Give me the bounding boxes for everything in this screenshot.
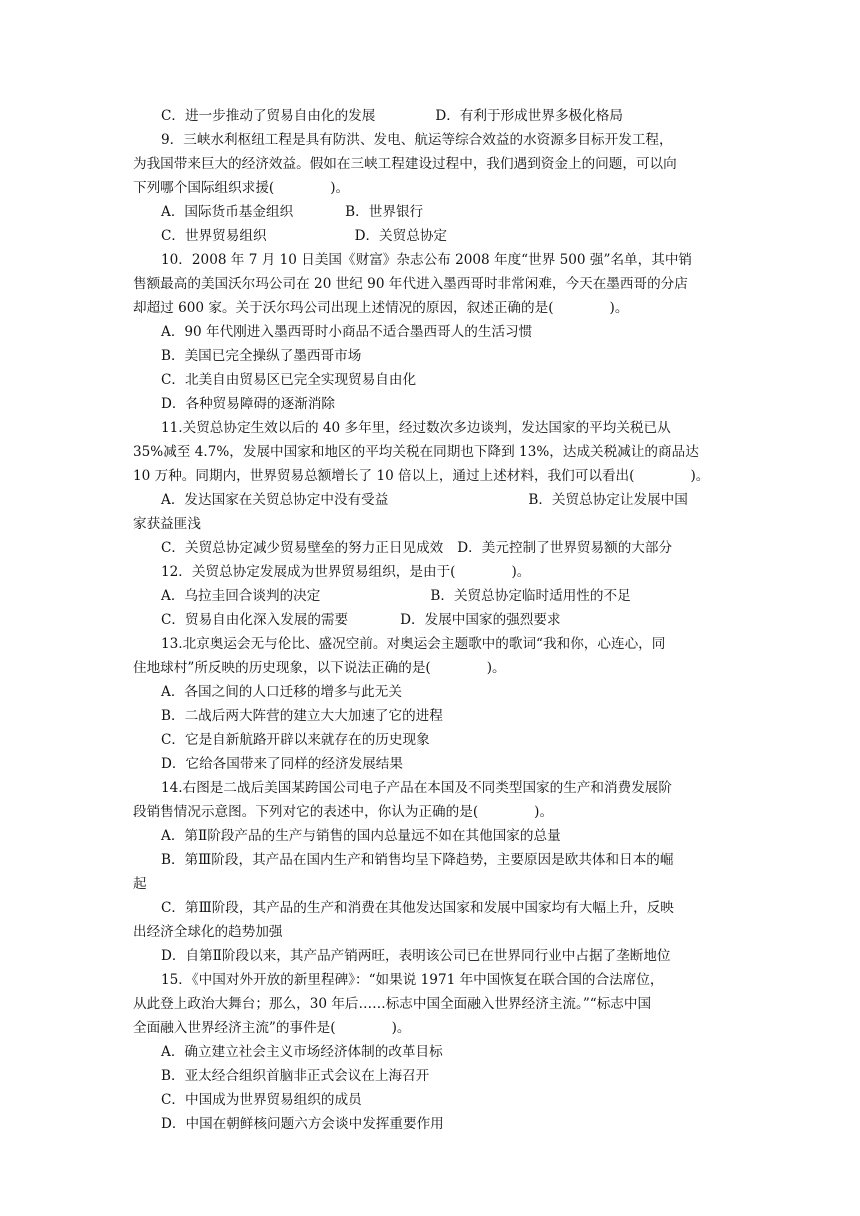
option-c: C．进一步推动了贸易自由化的发展 (161, 108, 376, 124)
option-b: B．美国已完全操纵了墨西哥市场 (161, 348, 362, 364)
option-c: C．北美自由贸易区已完全实现贸易自由化 (161, 372, 417, 388)
question-9-line3 (133, 176, 349, 200)
option-c: C．中国成为世界贸易组织的成员 (161, 1092, 362, 1108)
question-15-line2: 从此登上政治大舞台；那么，30 年后……标志中国全面融入世界经济主流。”“标志中国 (133, 996, 652, 1012)
question-11-line1: 11.关贸总协定生效以后的 40 多年里，经过数次多边谈判，发达国家的平均关税已从 (161, 420, 671, 436)
option-a: A．确立建立社会主义市场经济体制的改革目标 (161, 1044, 443, 1060)
option-d: D．关贸总协定 (354, 228, 448, 244)
option-b: B．亚太经合组织首脑非正式会议在上海召开 (161, 1068, 430, 1084)
question-11-line3 (133, 464, 709, 488)
option-c: C．世界贸易组织 (161, 228, 267, 244)
option-a: A．第Ⅱ阶段产品的生产与销售的国内总量远不如在其他国家的总量 (161, 828, 561, 844)
question-10-text: 却超过 600 家。关于沃尔玛公司出现上述情况的原因，叙述正确的是( (133, 300, 554, 316)
option-b: B．第Ⅲ阶段，其产品在国内生产和销售均呈下降趋势，主要原因是欧共体和日本的崛 (161, 852, 674, 868)
option-b-cont: 起 (133, 876, 147, 892)
option-a: A．90 年代刚进入墨西哥时小商品不适合墨西哥人的生活习惯 (161, 324, 533, 340)
question-13-line1: 13.北京奥运会无与伦比、盛况空前。对奥运会主题歌中的歌词“我和你，心连心，同 (161, 636, 666, 652)
option-a: A．各国之间的人口迁移的增多与此无关 (161, 684, 402, 700)
question-14-text: 段销售情况示意图。下列对它的表述中，你认为正确的是( (133, 804, 479, 820)
option-d: D．各种贸易障碍的逐渐消除 (161, 396, 336, 412)
option-c: C．关贸总协定减少贸易壁垒的努力正日见成效 (161, 540, 444, 556)
question-14-line1: 14.右图是二战后美国某跨国公司电子产品在本国及不同类型国家的生产和消费发展阶 (161, 780, 672, 796)
question-9-line2: 为我国带来巨大的经济效益。假如在三峡工程建设过程中，我们遇到资金上的问题，可以向 (133, 156, 677, 172)
option-b: B．二战后两大阵营的建立大大加速了它的进程 (161, 708, 443, 724)
option-c: C．贸易自由化深入发展的需要 (161, 612, 349, 628)
option-d: D．美元控制了世界贸易额的大部分 (457, 540, 673, 556)
question-12-text: 12．关贸总协定发展成为世界贸易组织，是由于( (161, 564, 456, 580)
option-line (161, 608, 561, 632)
option-line (161, 488, 688, 512)
option-d: D．发展中国家的强烈要求 (400, 612, 561, 628)
option-d: D．它给各国带来了同样的经济发展结果 (161, 756, 403, 772)
option-line (161, 224, 447, 248)
question-9-text: 下列哪个国际组织求援( (133, 180, 275, 196)
option-d: D．有利于形成世界多极化格局 (435, 108, 623, 124)
question-14-line2 (133, 800, 553, 824)
question-15-line1: 15．《中国对外开放的新里程碑》：“如果说 1971 年中国恢复在联合国的合法席位， (161, 972, 664, 988)
question-13-end: )。 (486, 660, 506, 676)
option-a: A．乌拉圭回合谈判的决定 (161, 588, 321, 604)
option-d: D．中国在朝鲜核问题六方会谈中发挥重要作用 (161, 1116, 444, 1132)
question-15-line3 (133, 1016, 410, 1040)
option-line (161, 200, 423, 224)
question-9-end: )。 (330, 180, 350, 196)
question-12-line1 (161, 560, 530, 584)
option-b: B．关贸总协定让发展中国 (528, 492, 688, 508)
question-12-end: )。 (511, 564, 531, 580)
question-11-line2: 35%减至 4.7%，发展中国家和地区的平均关税在同期也下降到 13%，达成关税减让的商品达 (133, 444, 699, 460)
question-13-text: 住地球村”所反映的历史现象，以下说法正确的是( (133, 660, 431, 676)
question-15-text: 全面融入世界经济主流”的事件是( (133, 1020, 336, 1036)
option-line (161, 536, 672, 560)
question-10-end: )。 (609, 300, 629, 316)
option-line (161, 104, 623, 128)
question-15-end: )。 (391, 1020, 411, 1036)
question-10-line3 (133, 296, 628, 320)
option-b-cont: 家获益匪浅 (133, 516, 201, 532)
question-9-line1: 9．三峡水利枢纽工程是具有防洪、发电、航运等综合效益的水资源多目标开发工程， (161, 132, 673, 148)
option-b: B．关贸总协定临时适用性的不足 (430, 588, 631, 604)
option-c-cont: 出经济全球化的趋势加强 (133, 924, 283, 940)
question-11-text: 10 万种。同期内，世界贸易总额增长了 10 倍以上，通过上述材料，我们可以看出( (133, 468, 635, 484)
option-line (161, 584, 631, 608)
option-c: C．它是自新航路开辟以来就存在的历史现象 (161, 732, 430, 748)
question-11-end: )。 (690, 468, 710, 484)
option-a: A．发达国家在关贸总协定中没有受益 (161, 492, 389, 508)
option-c: C．第Ⅲ阶段，其产品的生产和消费在其他发达国家和发展中国家均有大幅上升，反映 (161, 900, 674, 916)
question-10-line1: 10．2008 年 7 月 10 日美国《财富》杂志公布 2008 年度“世界 500 强”名单，其中销 (161, 252, 693, 268)
question-14-end: )。 (534, 804, 554, 820)
option-d: D．自第Ⅱ阶段以来，其产品产销两旺，表明该公司已在世界同行业中占据了垄断地位 (161, 948, 671, 964)
question-10-line2: 售额最高的美国沃尔玛公司在 20 世纪 90 年代进入墨西哥时非常闲难，今天在墨西哥的分店 (133, 276, 688, 292)
option-a: A．国际货币基金组织 (161, 204, 294, 220)
question-13-line2 (133, 656, 506, 680)
option-b: B．世界银行 (345, 204, 424, 220)
